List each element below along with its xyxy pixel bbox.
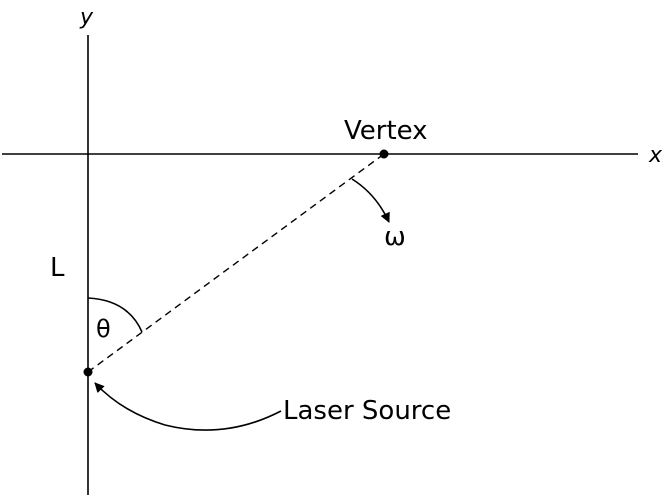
laser-source-point <box>84 368 93 377</box>
laser-source-label: Laser Source <box>283 396 452 426</box>
y-axis-label: y <box>80 5 94 30</box>
vertex-point <box>380 150 389 159</box>
theta-label: θ <box>96 315 111 343</box>
x-axis-label: x <box>649 143 663 168</box>
laser-beam-line <box>88 154 384 372</box>
rotation-arrow <box>352 179 389 222</box>
omega-label: ω <box>384 222 406 252</box>
laser-source-pointer-arrow <box>95 383 281 430</box>
vertex-label: Vertex <box>344 116 428 146</box>
length-label: L <box>50 253 65 283</box>
